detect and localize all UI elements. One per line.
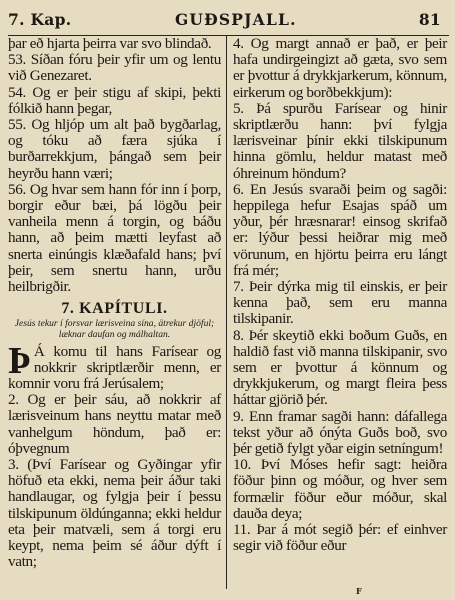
verse-paragraph: 9. Enn framar sagði hann: dáfallega tekst yður að ónýta Guðs boð, svo þér getið fylgt yðar eigin setníngum! [233,407,447,458]
verse-paragraph: þar eð hjarta þeirra var svo blindað. [8,35,212,52]
verse-paragraph: 5. Þá spurðu Farísear og hinir skriptlærðu hann: því fylgja lærisveinar þínir ekki tilskipunum hinna gömlu, heldur matast með óhreinum höndum? [233,99,447,182]
chapter-indicator: 7. Kap. [8,10,72,29]
verse-paragraph: 55. Og hljóp um alt það bygðarlag, og tóku að færa sjúka í burðarrekkjum, þángað sem þeir heyrðu hann væri; [8,116,221,182]
signature-mark: F [356,586,362,596]
verse-paragraph: 11. Þar á mót segið þér: ef einhver segir við föður eður [233,521,447,555]
right-column [233,36,447,555]
verse-paragraph: 7. Þeir dýrka mig til einskis, er þeir kenna það, sem eru manna tilskipanir. [233,278,447,328]
first-verse-text: Á komu til hans Farísear og nokkrir skriptlærðir menn, er komnir voru frá Jerúsalem; [8,342,221,393]
column-divider [226,36,227,589]
verse-paragraph: 3. (Því Farísear og Gyðingar yfir höfuð eta ekki, nema þeir áður taki handlaugar, og fylgja þeir í þessu tilskipunum öldúnganna; ekki heldur eta þeir matvæli, sem á torgi eru keypt, nema þeim sé áður dýft í vatn; [8,456,221,571]
drop-cap: Þ [8,339,31,382]
running-title: GUÐSPJALL. [175,10,297,29]
left-column [8,36,221,570]
running-header [0,0,455,30]
verse-paragraph: 6. En Jesús svaraði þeim og sagði: heppilega hefur Esajas spáð um yður, þér hræsnarar! einsog skrifað er: lýður þessi heiðrar mig með vörunum, en hjörtu þeirra eru lángt frá mér; [233,180,447,279]
verse-paragraph: 10. Því Móses hefir sagt: heiðra föður þinn og móður, og hver sem formælir föður eður móður, skal dauða deya; [233,456,447,522]
page-number: 81 [418,10,441,29]
first-verse [8,339,221,393]
verse-paragraph: 4. Og margt annað er það, er þeir hafa undirgeingizt að gæta, svo sem er þvottur á drykkjarkerum, könnum, eirkerum og borðbekkjum): [233,35,447,101]
chapter-summary: Jesús tekur í forsvar lærisveina sína, ätrekur djöful; læknar daufan og málhaltan. [14,318,215,341]
verse-paragraph: 8. Þér skeytið ekki boðum Guðs, en haldið fast við manna tilskipanir, svo sem er þvottur á könnum og drykkjukerum, og margt fleira þess háttar gjörið þér. [233,326,447,409]
verse-paragraph: 56. Og hvar sem hann fór inn í þorp, borgir eður bæi, þá lögðu þeir vanheila menn á torgin, og báðu hann, að þeim mætti leyfast að snerta einúngis klæðafald hans; því þeir, sem snertu hann, urðu heilbrigðir. [8,180,221,296]
verse-paragraph: 53. Síðan fóru þeir yfir um og lentu við Genezaret. [8,51,221,85]
verse-paragraph: 54. Og er þeir stigu af skipi, þekti fólkið hann þegar, [8,83,221,117]
verse-paragraph: 2. Og er þeir sáu, að nokkrir af lærisveinum hans neyttu matar með vanhelgum höndum, það er: óþvegnum [8,391,221,457]
chapter-title: 7. KAPÍTULI. [61,300,168,318]
